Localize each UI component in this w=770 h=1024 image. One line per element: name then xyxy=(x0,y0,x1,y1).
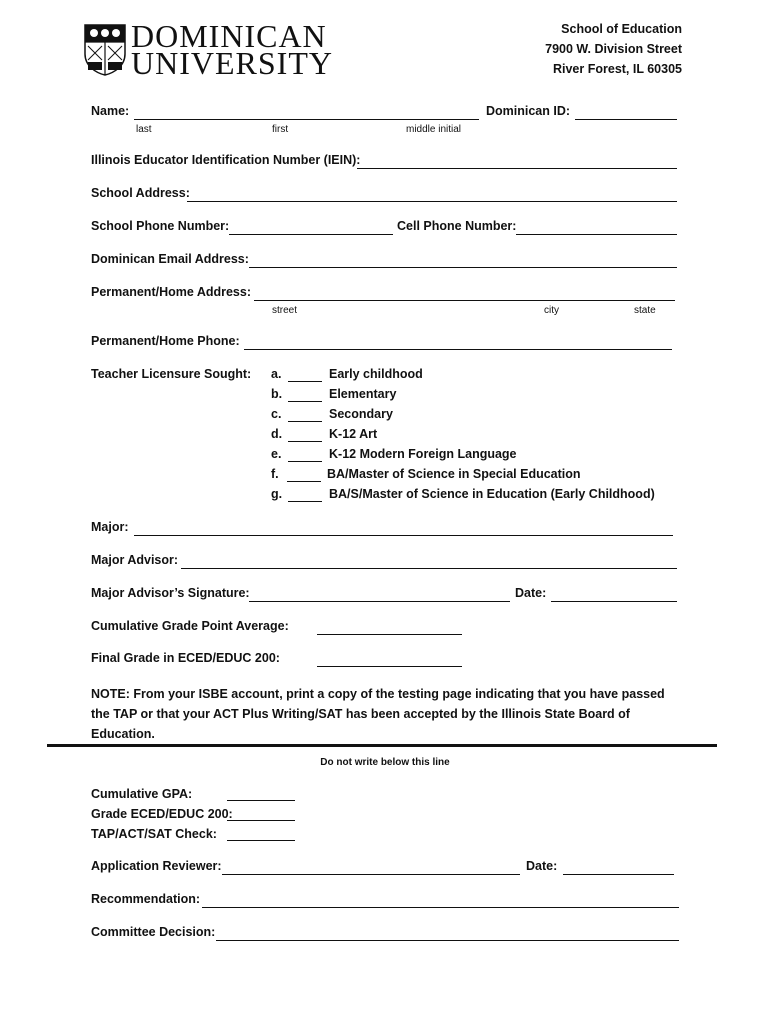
university-logo xyxy=(84,24,126,76)
advisor-signature-field[interactable] xyxy=(249,601,510,602)
logo-wordmark-line1: DOMINICAN xyxy=(131,18,327,54)
licensure-checkbox-line[interactable] xyxy=(287,481,321,482)
name-sublabel-last: last xyxy=(136,124,152,135)
shield-icon xyxy=(84,24,126,76)
recommendation-label: Recommendation: xyxy=(91,892,201,906)
licensure-label: Teacher Licensure Sought: xyxy=(91,367,252,381)
licensure-option-text: Elementary xyxy=(329,387,397,401)
name-field[interactable] xyxy=(134,119,479,120)
cell-phone-field[interactable] xyxy=(516,234,677,235)
home-address-label: Permanent/Home Address: xyxy=(91,285,251,299)
logo-wordmark-line2: UNIVERSITY xyxy=(131,45,333,81)
school-phone-label: School Phone Number: xyxy=(91,219,230,233)
reviewer-date-label: Date: xyxy=(526,859,558,873)
name-sublabel-middle: middle initial xyxy=(406,124,462,135)
major-advisor-field[interactable] xyxy=(181,568,677,569)
licensure-option-text: BA/Master of Science in Special Education xyxy=(327,467,581,481)
advisor-date-field[interactable] xyxy=(551,601,677,602)
licensure-letter: a. xyxy=(271,367,282,381)
home-phone-field[interactable] xyxy=(244,349,672,350)
licensure-option-text: BA/S/Master of Science in Education (Early Childhood) xyxy=(329,487,655,501)
advisor-date-label: Date: xyxy=(515,586,547,600)
committee-decision-field[interactable] xyxy=(216,940,679,941)
email-field[interactable] xyxy=(249,267,677,268)
licensure-letter: b. xyxy=(271,387,283,401)
licensure-checkbox-line[interactable] xyxy=(288,441,322,442)
iein-label: Illinois Educator Identification Number (IEIN): xyxy=(91,153,361,167)
section-divider xyxy=(47,744,717,747)
dominican-id-field[interactable] xyxy=(575,119,677,120)
recommendation-field[interactable] xyxy=(202,907,679,908)
address-line-2: 7900 W. Division Street xyxy=(545,42,682,56)
dominican-id-label: Dominican ID: xyxy=(486,104,571,118)
gpa-label: Cumulative Grade Point Average: xyxy=(91,619,289,633)
isbe-note: NOTE: From your ISBE account, print a copy of the testing page indicating that you have passed the TAP or that your ACT Plus Writing/SAT has been accepted by the Illinois State Board of Education. xyxy=(91,687,665,741)
school-phone-field[interactable] xyxy=(229,234,393,235)
cell-phone-label: Cell Phone Number: xyxy=(397,219,517,233)
school-address-label: School Address: xyxy=(91,186,190,200)
licensure-checkbox-line[interactable] xyxy=(288,421,322,422)
major-label: Major: xyxy=(91,520,129,534)
licensure-letter: f. xyxy=(271,467,279,481)
final-grade-label: Final Grade in ECED/EDUC 200: xyxy=(91,651,280,665)
office-gpa-field[interactable] xyxy=(227,800,295,801)
home-sublabel-city: city xyxy=(544,305,559,316)
licensure-option-text: Early childhood xyxy=(329,367,423,381)
reviewer-field[interactable] xyxy=(222,874,520,875)
licensure-letter: g. xyxy=(271,487,283,501)
licensure-checkbox-line[interactable] xyxy=(288,461,322,462)
home-address-field[interactable] xyxy=(254,300,675,301)
advisor-signature-label: Major Advisor’s Signature: xyxy=(91,586,250,600)
licensure-letter: d. xyxy=(271,427,283,441)
school-address-field[interactable] xyxy=(187,201,677,202)
major-field[interactable] xyxy=(134,535,673,536)
licensure-checkbox-line[interactable] xyxy=(288,401,322,402)
office-gpa-label: Cumulative GPA: xyxy=(91,787,193,801)
divider-text: Do not write below this line xyxy=(320,757,450,768)
name-sublabel-first: first xyxy=(272,124,289,135)
licensure-option-text: K-12 Modern Foreign Language xyxy=(329,447,517,461)
licensure-option-text: Secondary xyxy=(329,407,393,421)
reviewer-date-field[interactable] xyxy=(563,874,674,875)
home-sublabel-state: state xyxy=(634,305,656,316)
office-tap-field[interactable] xyxy=(227,840,295,841)
email-label: Dominican Email Address: xyxy=(91,252,249,266)
licensure-option-text: K-12 Art xyxy=(329,427,378,441)
home-sublabel-street: street xyxy=(272,305,298,316)
home-phone-label: Permanent/Home Phone: xyxy=(91,334,240,348)
committee-decision-label: Committee Decision: xyxy=(91,925,216,939)
licensure-checkbox-line[interactable] xyxy=(288,501,322,502)
iein-field[interactable] xyxy=(357,168,677,169)
name-label: Name: xyxy=(91,104,130,118)
licensure-checkbox-line[interactable] xyxy=(288,381,322,382)
address-line-3: River Forest, IL 60305 xyxy=(552,62,682,76)
reviewer-label: Application Reviewer: xyxy=(91,859,222,873)
final-grade-field[interactable] xyxy=(317,666,462,667)
major-advisor-label: Major Advisor: xyxy=(91,553,179,567)
office-tap-label: TAP/ACT/SAT Check: xyxy=(91,827,217,841)
office-grade-label: Grade ECED/EDUC 200: xyxy=(91,807,233,821)
licensure-letter: e. xyxy=(271,447,282,461)
office-grade-field[interactable] xyxy=(227,820,295,821)
licensure-letter: c. xyxy=(271,407,282,421)
address-line-1: School of Education xyxy=(561,22,682,36)
gpa-field[interactable] xyxy=(317,634,462,635)
